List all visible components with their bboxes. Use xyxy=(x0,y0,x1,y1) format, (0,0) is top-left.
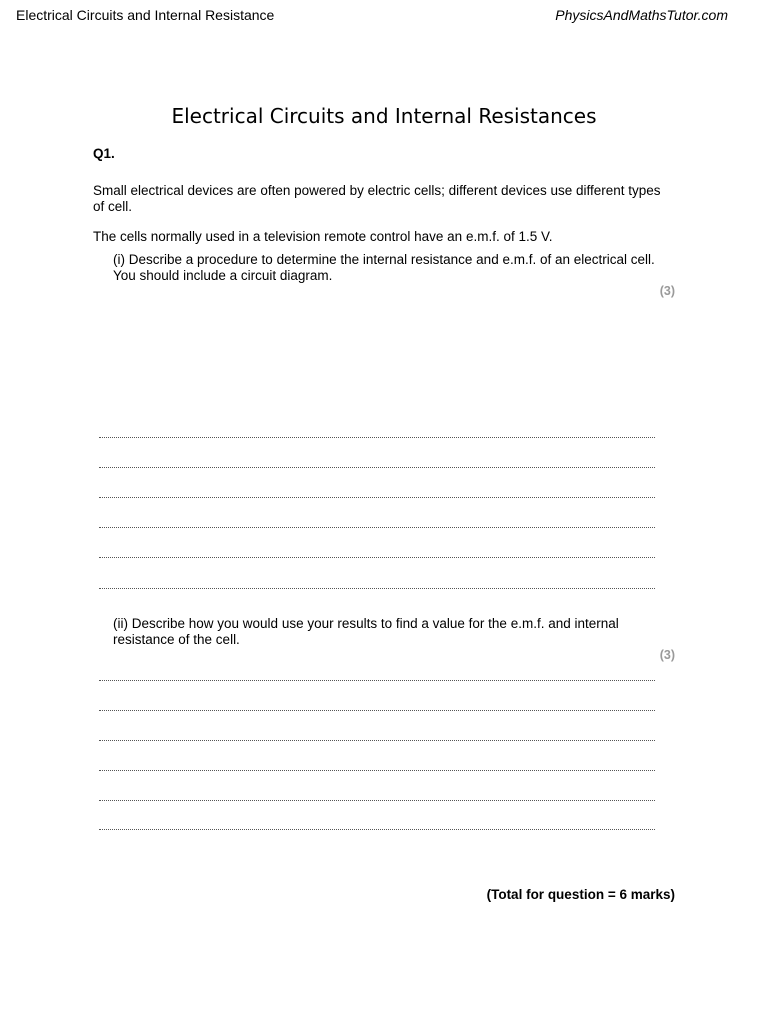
part-i-text: (i) Describe a procedure to determine the internal resistance and e.m.f. of an electrical cell. You should include a circuit diagram. xyxy=(113,252,655,283)
part-ii-text: (ii) Describe how you would use your results to find a value for the e.m.f. and internal resistance of the cell. xyxy=(113,616,619,647)
page-title: Electrical Circuits and Internal Resistances xyxy=(171,104,597,128)
question-number: Q1. xyxy=(93,146,115,161)
header-site: PhysicsAndMathsTutor.com xyxy=(555,7,728,23)
answer-line[interactable] xyxy=(99,829,655,830)
answer-line[interactable] xyxy=(99,557,655,558)
answer-line[interactable] xyxy=(99,770,655,771)
question-intro-2: The cells normally used in a television remote control have an e.m.f. of 1.5 V. xyxy=(93,229,553,244)
part-ii-marks: (3) xyxy=(659,648,675,662)
answer-line[interactable] xyxy=(99,800,655,801)
part-i-marks: (3) xyxy=(659,284,675,298)
answer-line[interactable] xyxy=(99,497,655,498)
answer-line[interactable] xyxy=(99,527,655,528)
answer-line[interactable] xyxy=(99,680,655,681)
answer-line[interactable] xyxy=(99,710,655,711)
total-marks: (Total for question = 6 marks) xyxy=(486,887,675,902)
answer-line[interactable] xyxy=(99,467,655,468)
answer-line[interactable] xyxy=(99,437,655,438)
answer-line[interactable] xyxy=(99,588,655,589)
answer-line[interactable] xyxy=(99,740,655,741)
question-intro-1: Small electrical devices are often powered by electric cells; different devices use different types of cell. xyxy=(93,183,661,214)
header-title: Electrical Circuits and Internal Resistance xyxy=(16,7,275,23)
